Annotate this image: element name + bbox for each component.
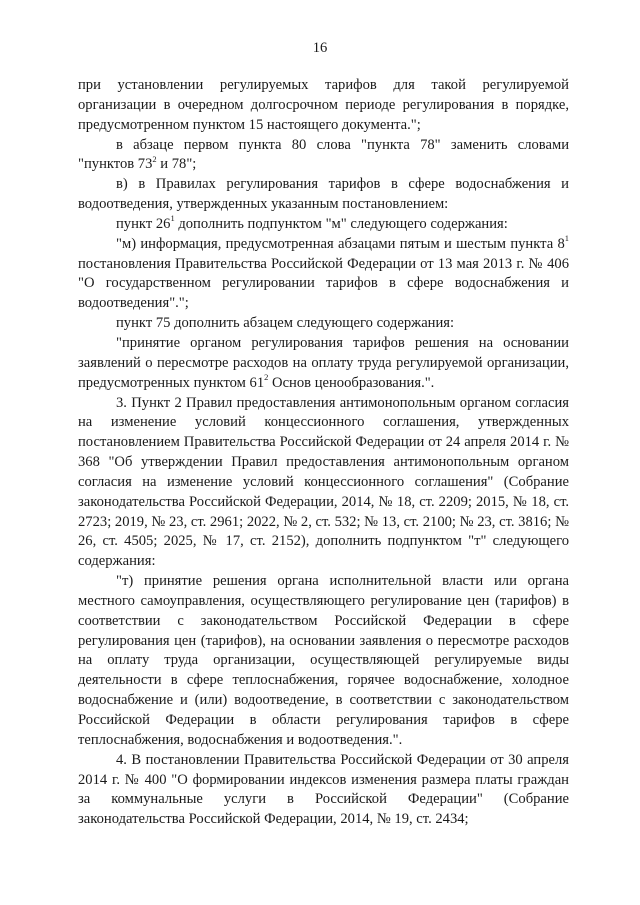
superscript: 2 bbox=[264, 371, 269, 382]
text-run: дополнить подпунктом "м" следующего содержания: bbox=[174, 215, 508, 232]
paragraph bbox=[78, 751, 569, 830]
paragraph bbox=[78, 572, 569, 751]
superscript: 2 bbox=[152, 153, 157, 164]
paragraph bbox=[78, 314, 569, 334]
paragraph bbox=[78, 232, 569, 314]
text-run: в абзаце первом пункта 80 слова "пункта 78" заменить словами "пунктов 73 bbox=[78, 136, 569, 173]
paragraph bbox=[78, 136, 569, 176]
text-run: пункт 26 bbox=[116, 215, 171, 232]
page-number: 16 bbox=[312, 40, 328, 56]
text-run: Основ ценообразования.". bbox=[268, 374, 435, 391]
text-run: 4. В постановлении Правительства Российской Федерации от 30 апреля 2014 г. № 400 "О формировании индексов изменения размера платы граждан за коммунальные услуги в Российской Федерации" (Собрание законодательства Российской Федерации, 2014, № 19, ст. 2434; bbox=[78, 751, 569, 828]
document-body bbox=[78, 76, 569, 830]
text-run: и 78"; bbox=[156, 156, 197, 173]
text-run: "принятие органом регулирования тарифов решения на основании заявлений о пересмотре расходов на оплату труда регулируемой организации, предусмотренных пунктом 61 bbox=[78, 334, 569, 391]
paragraph bbox=[78, 334, 569, 394]
text-run: "т) принятие решения органа исполнительной власти или органа местного самоуправления, осуществляющего регулирование цен (тарифов) в соответствии с законодательством Российской Федерации в сфере регулирования цен (тарифов), на основании заявления о пересмотре расходов на оплату труда организации, осуществляющей регулируемые виды деятельности в сфере теплоснабжения, горячее водоснабжение, холодное водоснабжение и (или) водоотведение, в соответствии с законодательством Российской Федерации в области регулирования тарифов в сфере теплоснабжения, водоснабжения и водоотведения.". bbox=[78, 573, 569, 748]
text-run: при установлении регулируемых тарифов для такой регулируемой организации в очередном долгосрочном периоде регулирования в порядке, предусмотренном пунктом 15 настоящего документа."; bbox=[78, 77, 569, 133]
superscript: 1 bbox=[564, 232, 569, 243]
superscript: 1 bbox=[170, 213, 175, 224]
paragraph bbox=[78, 76, 569, 136]
text-run: постановления Правительства Российской Федерации от 13 мая 2013 г. № 406 "О государственном регулировании тарифов в сфере водоснабжения и водоотведения"."; bbox=[78, 255, 569, 312]
paragraph bbox=[78, 394, 569, 573]
paragraph bbox=[78, 215, 569, 235]
text-run: 3. Пункт 2 Правил предоставления антимонопольным органом согласия на изменение условий концессионного соглашения, утвержденных постановлением Правительства Российской Федерации от 24 апреля 2014 г. № 368 "Об утверждении Правил предоставления антимонопольным органом согласия на изменение условий концессионного соглашения" (Собрание законодательства Российской Федерации, 2014, № 18, ст. 2209; 2015, № 18, ст. 2723; 2019, № 23, ст. 2961; 2022, № 2, ст. 532; № 13, ст. 2100; № 23, ст. 3816; № 26, ст. 4505; 2025, № 17, ст. 2152), дополнить подпунктом "т" следующего содержания: bbox=[78, 394, 569, 570]
paragraph bbox=[78, 175, 569, 215]
text-run: пункт 75 дополнить абзацем следующего содержания: bbox=[116, 315, 455, 332]
text-run: в) в Правилах регулирования тарифов в сфере водоснабжения и водоотведения, утвержденных указанным постановлением: bbox=[78, 176, 569, 213]
text-run: "м) информация, предусмотренная абзацами пятым и шестым пункта 8 bbox=[116, 235, 565, 252]
